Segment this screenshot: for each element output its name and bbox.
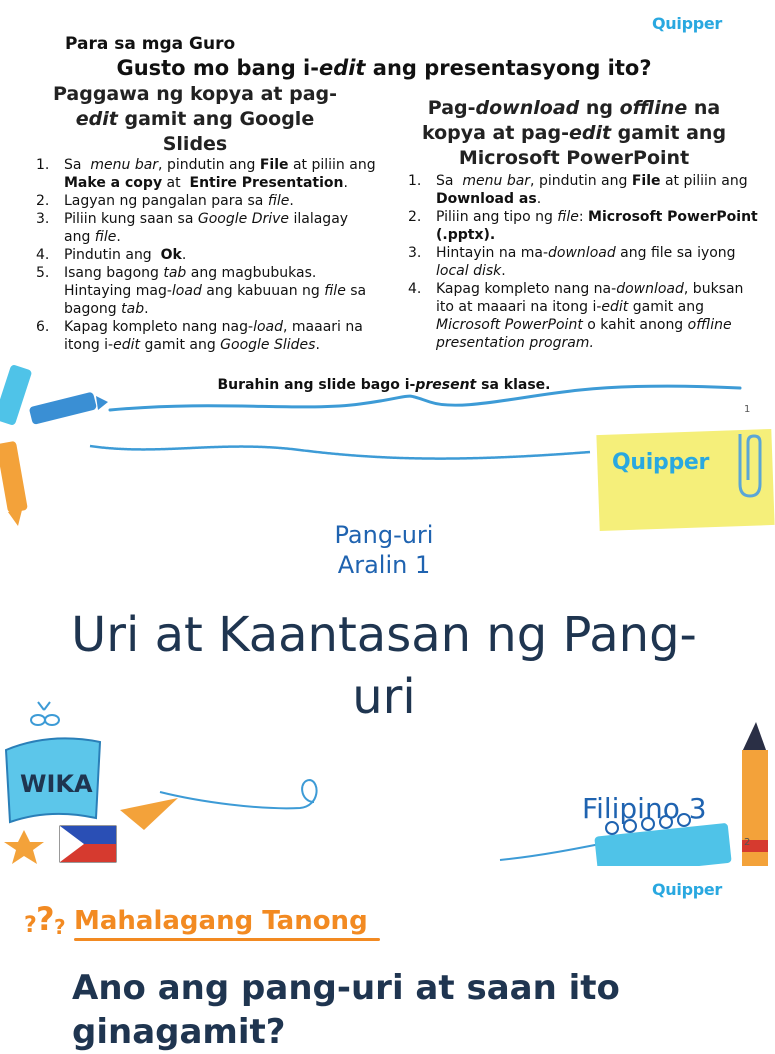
list-item: 2. Lagyan ng pangalan para sa file. bbox=[36, 193, 294, 209]
heading-underline bbox=[74, 938, 380, 941]
list-item: 3. Piliin kung saan sa Google Drive ilalagay ang file. bbox=[36, 211, 349, 245]
list-item: 2. Piliin ang tipo ng file: Microsoft PowerPoint (.pptx). bbox=[408, 209, 758, 243]
slide-footer-note: Burahin ang slide bago i-present sa klase. bbox=[217, 377, 551, 393]
left-steps-list bbox=[36, 156, 376, 354]
notebook-decoration bbox=[500, 812, 740, 866]
question-line-2: ginagamit? bbox=[72, 1012, 286, 1052]
wavy-line-decoration bbox=[80, 432, 600, 482]
list-item: 1. Sa menu bar, pindutin ang File at piliin ang Download as. bbox=[408, 173, 748, 207]
list-item: 1. Sa menu bar, pindutin ang File at piliin ang Make a copy at Entire Presentation. bbox=[36, 157, 376, 191]
slide-2 bbox=[0, 432, 768, 866]
slide-1 bbox=[0, 0, 768, 432]
slide-3 bbox=[0, 866, 768, 1052]
left-column-heading: Paggawa ng kopya at pag- edit gamit ang Google Slides bbox=[52, 83, 338, 155]
right-steps-list bbox=[408, 172, 760, 352]
crayons-decoration bbox=[0, 360, 110, 432]
quipper-logo: Quipper bbox=[652, 880, 723, 899]
lesson-title-line-2: uri bbox=[352, 669, 416, 725]
page-number: 1 bbox=[744, 404, 751, 415]
lesson-subtitle: Pang-uri bbox=[334, 521, 434, 549]
quipper-logo: Quipper bbox=[612, 450, 710, 475]
quipper-logo: Quipper bbox=[652, 14, 723, 33]
trail-line-decoration bbox=[160, 772, 330, 832]
list-item: 4. Kapag kompleto nang na-download, buksan ito at maaari na itong i-edit gamit ang Microsoft PowerPoint o kahit anong offline presentation program. bbox=[408, 281, 744, 351]
page-number: 2 bbox=[744, 837, 751, 848]
lesson-number: Aralin 1 bbox=[337, 551, 431, 579]
paperclip-icon bbox=[728, 432, 768, 502]
crayon-decoration bbox=[0, 432, 30, 532]
subject-label: Filipino 3 bbox=[582, 792, 707, 825]
svg-text:?: ? bbox=[36, 900, 55, 938]
list-item: 5. Isang bagong tab ang magbubukas. Hintaying mag-load ang kabuuan ng file sa bagong tab. bbox=[36, 265, 367, 317]
pencil-decoration bbox=[736, 722, 768, 866]
svg-text:?: ? bbox=[54, 915, 66, 939]
section-heading: Mahalagang Tanong bbox=[74, 906, 368, 936]
svg-text:?: ? bbox=[24, 913, 37, 938]
slide-title: Gusto mo bang i-edit ang presentasyong ito? bbox=[116, 56, 652, 80]
question-line-1: Ano ang pang-uri at saan ito bbox=[72, 968, 620, 1008]
wavy-line-decoration bbox=[100, 382, 750, 418]
list-item: 4. Pindutin ang Ok. bbox=[36, 247, 187, 263]
slide-kicker: Para sa mga Guro bbox=[65, 34, 236, 54]
book-label: WIKA bbox=[20, 770, 93, 798]
list-item: 6. Kapag kompleto nang nag-load, maaari na itong i-edit gamit ang Google Slides. bbox=[36, 319, 363, 353]
list-item: 3. Hintayin na ma-download ang file sa iyong local disk. bbox=[408, 245, 736, 279]
butterfly-icon bbox=[31, 702, 59, 725]
right-column-heading: Pag-download ng offline na kopya at pag-edit gamit ang Microsoft PowerPoint bbox=[421, 97, 727, 169]
essential-question bbox=[72, 966, 752, 1054]
question-marks-icon bbox=[24, 900, 70, 940]
lesson-title-line-1: Uri at Kaantasan ng Pang- bbox=[71, 607, 697, 663]
